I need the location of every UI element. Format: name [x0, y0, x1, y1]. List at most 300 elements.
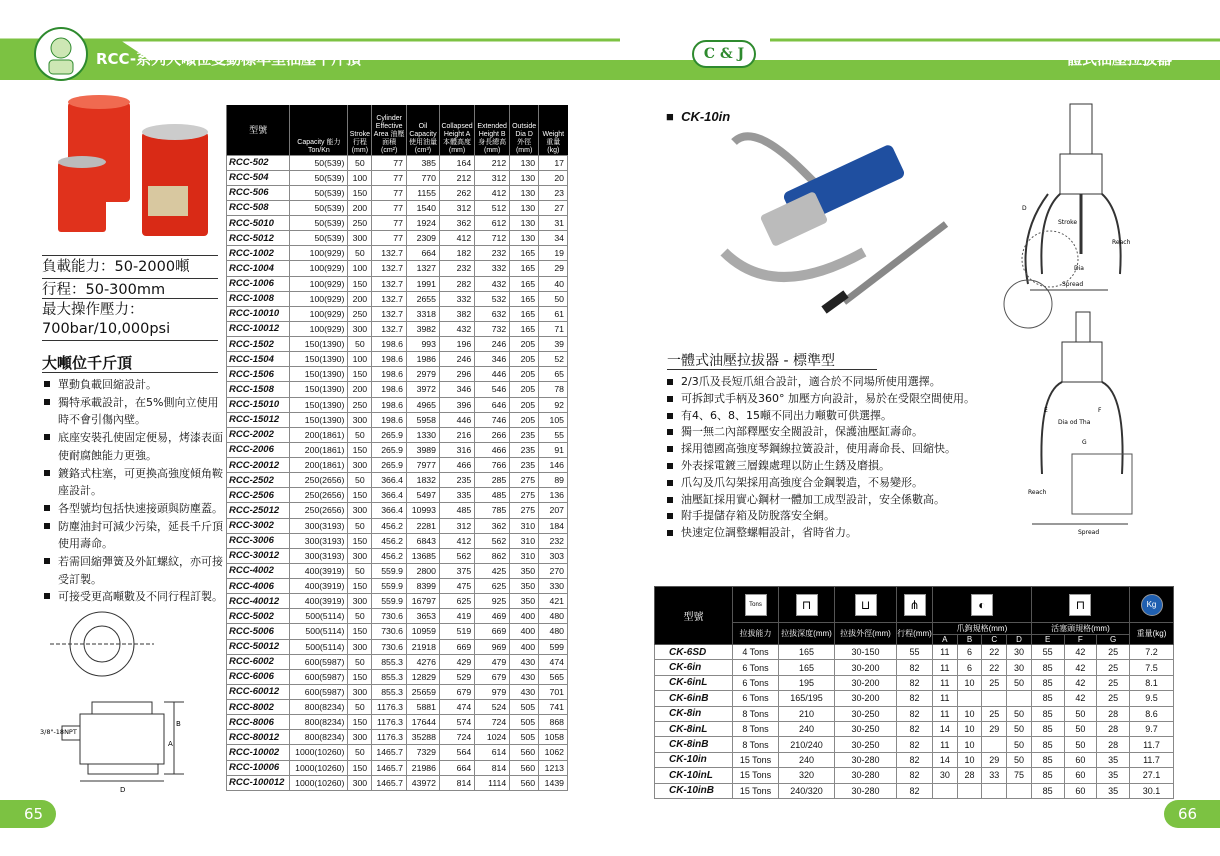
table-cell: 29	[539, 261, 568, 276]
table-cell: 300	[348, 503, 372, 518]
puller-technical-drawing	[998, 94, 1178, 546]
table-cell: 335	[439, 488, 474, 503]
table-cell: 855.3	[372, 684, 407, 699]
model-cell: CK-8in	[655, 706, 733, 721]
table-row	[227, 306, 568, 321]
table-row	[227, 442, 568, 457]
table-cell: 200(1861)	[290, 458, 348, 473]
table-cell: 500(5114)	[290, 624, 348, 639]
table-cell: 105	[539, 412, 568, 427]
table-cell: 205	[510, 412, 539, 427]
table-cell: 184	[539, 518, 568, 533]
table-cell: 855.3	[372, 654, 407, 669]
table-cell: 232	[439, 261, 474, 276]
table-cell: 296	[439, 367, 474, 382]
model-cell: CK-10in	[655, 752, 733, 767]
table-cell: 30-200	[835, 675, 897, 690]
table-cell: 505	[510, 715, 539, 730]
table-cell: 136	[539, 488, 568, 503]
table-cell: 130	[510, 200, 539, 215]
table-row	[227, 684, 568, 699]
table-cell: 456.2	[372, 548, 407, 563]
table-row	[227, 321, 568, 336]
table-header-row	[655, 623, 1174, 635]
table-cell: 500(5114)	[290, 609, 348, 624]
table-cell: 198.6	[372, 367, 407, 382]
table-cell: 30-250	[835, 721, 897, 736]
table-row	[227, 276, 568, 291]
col-header: 活塞頭規格(mm)	[1031, 623, 1129, 635]
col-header: 拉拔能力	[733, 623, 779, 645]
table-cell: 868	[539, 715, 568, 730]
list-item: 油壓缸採用實心鋼材一體加工成型設計，安全係數高。	[667, 492, 987, 509]
table-cell: 77	[372, 231, 407, 246]
list-item: 底座安裝孔使固定便易，烤漆表面使耐腐蝕能力更強。	[44, 429, 224, 464]
table-cell: 1024	[475, 730, 510, 745]
page-header	[0, 0, 1220, 80]
table-cell: 216	[439, 427, 474, 442]
table-cell: 77	[372, 170, 407, 185]
model-cell: RCC-2506	[227, 488, 290, 503]
table-cell: 300(3193)	[290, 533, 348, 548]
table-cell: 200	[348, 382, 372, 397]
table-cell: 425	[475, 563, 510, 578]
model-cell: RCC-15010	[227, 397, 290, 412]
table-cell: 679	[439, 684, 474, 699]
table-cell: 485	[439, 503, 474, 518]
table-cell: 741	[539, 700, 568, 715]
model-cell: RCC-506	[227, 185, 290, 200]
table-cell: 275	[510, 503, 539, 518]
table-cell: 8 Tons	[733, 706, 779, 721]
table-cell: 855.3	[372, 669, 407, 684]
table-cell: 8399	[406, 579, 439, 594]
table-cell: 150	[348, 367, 372, 382]
table-cell: 300(3193)	[290, 548, 348, 563]
model-cell: RCC-1004	[227, 261, 290, 276]
brand-logo: C & J	[692, 40, 756, 68]
table-cell: 35	[1097, 752, 1130, 767]
list-item: 爪勾及爪勾架採用高強度合金鋼製造，不易變形。	[667, 475, 987, 492]
table-cell: 30-150	[835, 645, 897, 660]
model-cell: CK-6in	[655, 660, 733, 675]
table-cell: 150	[348, 488, 372, 503]
table-cell: 150(1390)	[290, 412, 348, 427]
table-cell: 130	[510, 155, 539, 170]
table-cell: 3972	[406, 382, 439, 397]
table-cell: 430	[510, 669, 539, 684]
table-cell: 1330	[406, 427, 439, 442]
table-cell: 10	[957, 706, 982, 721]
label-spread-bottom: Spread	[1078, 529, 1100, 536]
table-cell: 1000(10260)	[290, 760, 348, 775]
table-cell: 814	[475, 760, 510, 775]
table-cell: 130	[510, 170, 539, 185]
table-cell: 22	[982, 660, 1007, 675]
model-cell: RCC-8006	[227, 715, 290, 730]
table-cell: 6	[957, 660, 982, 675]
divider	[42, 340, 218, 341]
spec-load: 負載能力：50-2000噸	[42, 259, 190, 275]
table-cell: 400(3919)	[290, 579, 348, 594]
table-cell: 532	[475, 291, 510, 306]
table-cell: 25659	[406, 684, 439, 699]
table-cell: 30-280	[835, 752, 897, 767]
table-cell: 2655	[406, 291, 439, 306]
table-cell: 625	[439, 594, 474, 609]
table-cell: 5881	[406, 700, 439, 715]
table-cell: 2281	[406, 518, 439, 533]
table-cell: 30-200	[835, 691, 897, 706]
table-cell: 266	[475, 427, 510, 442]
table-cell: 412	[439, 231, 474, 246]
table-cell: 132.7	[372, 276, 407, 291]
table-cell: 55	[1031, 645, 1064, 660]
table-cell: 50	[1064, 706, 1097, 721]
table-row	[227, 745, 568, 760]
sub-title: 一體式油壓拉拔器 - 標準型	[667, 353, 835, 369]
spec-stroke: 行程：50-300mm	[42, 282, 166, 298]
table-cell: 165	[779, 660, 835, 675]
table-cell: 500(5114)	[290, 639, 348, 654]
model-cell: RCC-4006	[227, 579, 290, 594]
col-header: 行程(mm)	[897, 623, 933, 645]
divider	[667, 369, 877, 370]
table-cell: 412	[475, 185, 510, 200]
col-header: 爪鉤規格(mm)	[933, 623, 1032, 635]
table-cell: 6843	[406, 533, 439, 548]
table-cell: 732	[475, 321, 510, 336]
table-row	[227, 412, 568, 427]
table-cell	[957, 783, 982, 798]
table-cell: 15 Tons	[733, 768, 779, 783]
table-cell: 132.7	[372, 291, 407, 306]
table-cell: 11	[933, 675, 958, 690]
port-label: 3/8"-18NPT	[40, 728, 77, 736]
table-row	[227, 261, 568, 276]
list-item: 2/3爪及長短爪組合設計，適合於不同場所使用選擇。	[667, 374, 987, 391]
table-row	[227, 639, 568, 654]
mascot-logo	[33, 26, 89, 82]
table-cell: 100(929)	[290, 276, 348, 291]
table-cell: 42	[1064, 660, 1097, 675]
divider	[42, 298, 218, 299]
rcc-spec-table	[226, 105, 568, 791]
table-cell: 25	[1097, 645, 1130, 660]
col-header: Stroke 行程 (mm)	[348, 105, 372, 155]
table-cell: 14	[933, 752, 958, 767]
table-cell: 366.4	[372, 503, 407, 518]
model-cell: RCC-10002	[227, 745, 290, 760]
table-cell: 29	[982, 752, 1007, 767]
table-cell: 11	[933, 706, 958, 721]
table-cell: 85	[1031, 783, 1064, 798]
table-cell: 559.9	[372, 563, 407, 578]
table-cell: 6	[957, 645, 982, 660]
table-cell: 82	[897, 783, 933, 798]
table-cell: 479	[475, 654, 510, 669]
table-cell: 485	[475, 488, 510, 503]
label-f: F	[1098, 407, 1102, 414]
label-dia: Dia	[1074, 265, 1084, 272]
table-cell: 3982	[406, 321, 439, 336]
table-cell: 3989	[406, 442, 439, 457]
table-cell: 50(539)	[290, 170, 348, 185]
table-cell: 42	[1064, 675, 1097, 690]
table-row	[227, 291, 568, 306]
table-row	[655, 768, 1174, 783]
table-cell: 165	[510, 261, 539, 276]
table-cell: 30	[933, 768, 958, 783]
table-cell: 7.2	[1130, 645, 1174, 660]
table-cell: 132.7	[372, 321, 407, 336]
table-cell: 212	[439, 170, 474, 185]
table-cell: 25	[982, 706, 1007, 721]
table-cell: 21918	[406, 639, 439, 654]
model-cell: RCC-1508	[227, 382, 290, 397]
table-cell: 240	[779, 721, 835, 736]
table-cell: 16797	[406, 594, 439, 609]
table-row	[227, 700, 568, 715]
table-cell: 246	[439, 352, 474, 367]
list-item: 防塵油封可減少污染，延長千斤頂使用壽命。	[44, 518, 224, 553]
model-cell: RCC-508	[227, 200, 290, 215]
table-cell: 275	[510, 473, 539, 488]
table-cell: 560	[510, 760, 539, 775]
table-row	[227, 775, 568, 790]
table-cell: 1465.7	[372, 745, 407, 760]
table-cell: 50(539)	[290, 185, 348, 200]
table-cell: 1986	[406, 352, 439, 367]
table-cell: 240/320	[779, 783, 835, 798]
diameter-icon: ⊔	[855, 594, 877, 616]
table-cell: 198.6	[372, 382, 407, 397]
table-cell: 559.9	[372, 594, 407, 609]
table-cell: 205	[510, 382, 539, 397]
table-cell: 182	[439, 246, 474, 261]
table-cell: 50	[348, 518, 372, 533]
table-cell: 1465.7	[372, 760, 407, 775]
table-cell: 60	[1064, 783, 1097, 798]
table-cell: 195	[779, 675, 835, 690]
table-cell: 300	[348, 730, 372, 745]
table-cell: 625	[475, 579, 510, 594]
table-cell: 562	[439, 548, 474, 563]
table-cell: 165	[510, 321, 539, 336]
table-cell: 800(8234)	[290, 700, 348, 715]
model-cell: CK-8inB	[655, 737, 733, 752]
model-cell: CK-10inB	[655, 783, 733, 798]
table-cell: 50(539)	[290, 155, 348, 170]
table-cell: 300	[348, 458, 372, 473]
table-cell: 669	[475, 624, 510, 639]
table-cell: 400	[510, 609, 539, 624]
page-number-left: 65	[0, 800, 56, 828]
col-header: B	[957, 635, 982, 645]
list-item: 可拆卸式手柄及360° 加壓方向設計，易於在受限空間使用。	[667, 391, 987, 408]
table-row	[227, 503, 568, 518]
table-cell: 10	[957, 752, 982, 767]
table-row	[227, 730, 568, 745]
table-cell: 65	[539, 367, 568, 382]
table-cell: 529	[439, 669, 474, 684]
label-reach-top: Reach	[1112, 239, 1131, 246]
table-cell: 8 Tons	[733, 721, 779, 736]
table-cell: 132.7	[372, 246, 407, 261]
table-cell: 505	[510, 700, 539, 715]
col-header: Extended Height B 身長總高 (mm)	[475, 105, 510, 155]
table-cell: 28	[1097, 721, 1130, 736]
table-cell: 1832	[406, 473, 439, 488]
table-cell: 400	[510, 624, 539, 639]
table-cell: 92	[539, 397, 568, 412]
product-model: CK-10in	[681, 109, 731, 124]
tons-icon: Tons	[745, 594, 767, 616]
table-cell: 785	[475, 503, 510, 518]
table-cell: 1176.3	[372, 700, 407, 715]
table-row	[227, 473, 568, 488]
dim-label-d: D	[120, 786, 126, 794]
table-row	[227, 427, 568, 442]
table-cell: 100(929)	[290, 291, 348, 306]
table-cell: 285	[475, 473, 510, 488]
col-header: 型號	[227, 105, 290, 155]
table-cell: 432	[475, 276, 510, 291]
table-cell: 164	[439, 155, 474, 170]
table-cell: 85	[1031, 721, 1064, 736]
table-cell: 30-280	[835, 768, 897, 783]
dim-label-a: A	[168, 740, 173, 748]
table-cell: 207	[539, 503, 568, 518]
table-cell: 100(929)	[290, 306, 348, 321]
table-cell: 270	[539, 563, 568, 578]
table-cell: 85	[1031, 675, 1064, 690]
table-cell: 150	[348, 276, 372, 291]
table-cell: 150(1390)	[290, 382, 348, 397]
col-header: C	[982, 635, 1007, 645]
table-cell: 82	[897, 706, 933, 721]
table-cell: 150(1390)	[290, 352, 348, 367]
table-cell: 400	[510, 639, 539, 654]
table-cell: 85	[1031, 752, 1064, 767]
table-cell: 50	[348, 563, 372, 578]
stroke-icon: ⋔	[904, 594, 926, 616]
table-cell: 235	[510, 427, 539, 442]
table-cell: 400(3919)	[290, 563, 348, 578]
table-cell: 600(5987)	[290, 684, 348, 699]
table-cell: 599	[539, 639, 568, 654]
table-cell: 13685	[406, 548, 439, 563]
table-cell: 235	[510, 442, 539, 457]
table-cell: 1465.7	[372, 775, 407, 790]
table-cell: 200	[348, 291, 372, 306]
table-cell: 3318	[406, 306, 439, 321]
table-cell: 612	[475, 216, 510, 231]
table-cell: 993	[406, 337, 439, 352]
col-header: Cylinder Effective Area 油壓面積 (cm²)	[372, 105, 407, 155]
table-cell: 11	[933, 737, 958, 752]
table-row	[227, 548, 568, 563]
table-cell: 250	[348, 397, 372, 412]
label-g: G	[1082, 439, 1087, 446]
table-cell: 34	[539, 231, 568, 246]
table-cell	[957, 691, 982, 706]
table-cell: 300	[348, 231, 372, 246]
table-cell: 4965	[406, 397, 439, 412]
table-row	[227, 594, 568, 609]
ck-spec-table	[654, 586, 1174, 799]
table-cell: 25	[982, 675, 1007, 690]
table-cell: 1000(10260)	[290, 775, 348, 790]
table-cell: 724	[475, 715, 510, 730]
table-cell: 646	[475, 397, 510, 412]
table-cell: 50	[539, 291, 568, 306]
table-cell: 310	[510, 518, 539, 533]
table-cell	[1007, 783, 1032, 798]
rcc-table-body	[227, 155, 568, 790]
table-cell: 31	[539, 216, 568, 231]
table-cell: 200(1861)	[290, 442, 348, 457]
col-header: F	[1064, 635, 1097, 645]
table-cell: 1000(10260)	[290, 745, 348, 760]
table-cell: 14	[933, 721, 958, 736]
col-header: E	[1031, 635, 1064, 645]
table-row	[227, 382, 568, 397]
table-cell: 198.6	[372, 412, 407, 427]
table-cell: 15 Tons	[733, 783, 779, 798]
table-row	[227, 185, 568, 200]
table-cell: 350	[510, 563, 539, 578]
divider	[42, 278, 218, 279]
model-cell: RCC-15012	[227, 412, 290, 427]
jack-technical-drawing	[40, 606, 220, 798]
table-cell: 862	[475, 548, 510, 563]
table-cell: 346	[475, 352, 510, 367]
table-cell: 43972	[406, 775, 439, 790]
model-cell: RCC-20012	[227, 458, 290, 473]
model-cell: RCC-504	[227, 170, 290, 185]
table-cell: 282	[439, 276, 474, 291]
table-cell: 8 Tons	[733, 737, 779, 752]
col-header: Weight 重量 (kg)	[539, 105, 568, 155]
table-cell: 679	[475, 669, 510, 684]
table-cell: 198.6	[372, 352, 407, 367]
table-cell: 7.5	[1130, 660, 1174, 675]
table-cell: 10959	[406, 624, 439, 639]
table-row	[227, 216, 568, 231]
table-cell: 205	[510, 397, 539, 412]
label-stroke: Stroke	[1058, 219, 1078, 226]
table-cell: 265.9	[372, 427, 407, 442]
table-cell	[1007, 691, 1032, 706]
table-row	[655, 783, 1174, 798]
table-cell: 77	[372, 216, 407, 231]
table-cell: 10	[957, 675, 982, 690]
table-row	[655, 645, 1174, 660]
table-cell: 366.4	[372, 488, 407, 503]
table-cell: 50	[1007, 675, 1032, 690]
label-e: E	[1044, 407, 1048, 414]
list-item: 採用德國高強度琴鋼線拉簧設計，使用壽命長、回縮快。	[667, 441, 987, 458]
table-cell: 28	[1097, 706, 1130, 721]
model-cell: RCC-50012	[227, 639, 290, 654]
model-cell: RCC-5012	[227, 231, 290, 246]
table-cell: 29	[982, 721, 1007, 736]
divider	[42, 255, 218, 256]
table-cell: 262	[439, 185, 474, 200]
table-cell: 632	[475, 306, 510, 321]
list-item: 各型號均包括快速接頭與防塵蓋。	[44, 500, 224, 518]
